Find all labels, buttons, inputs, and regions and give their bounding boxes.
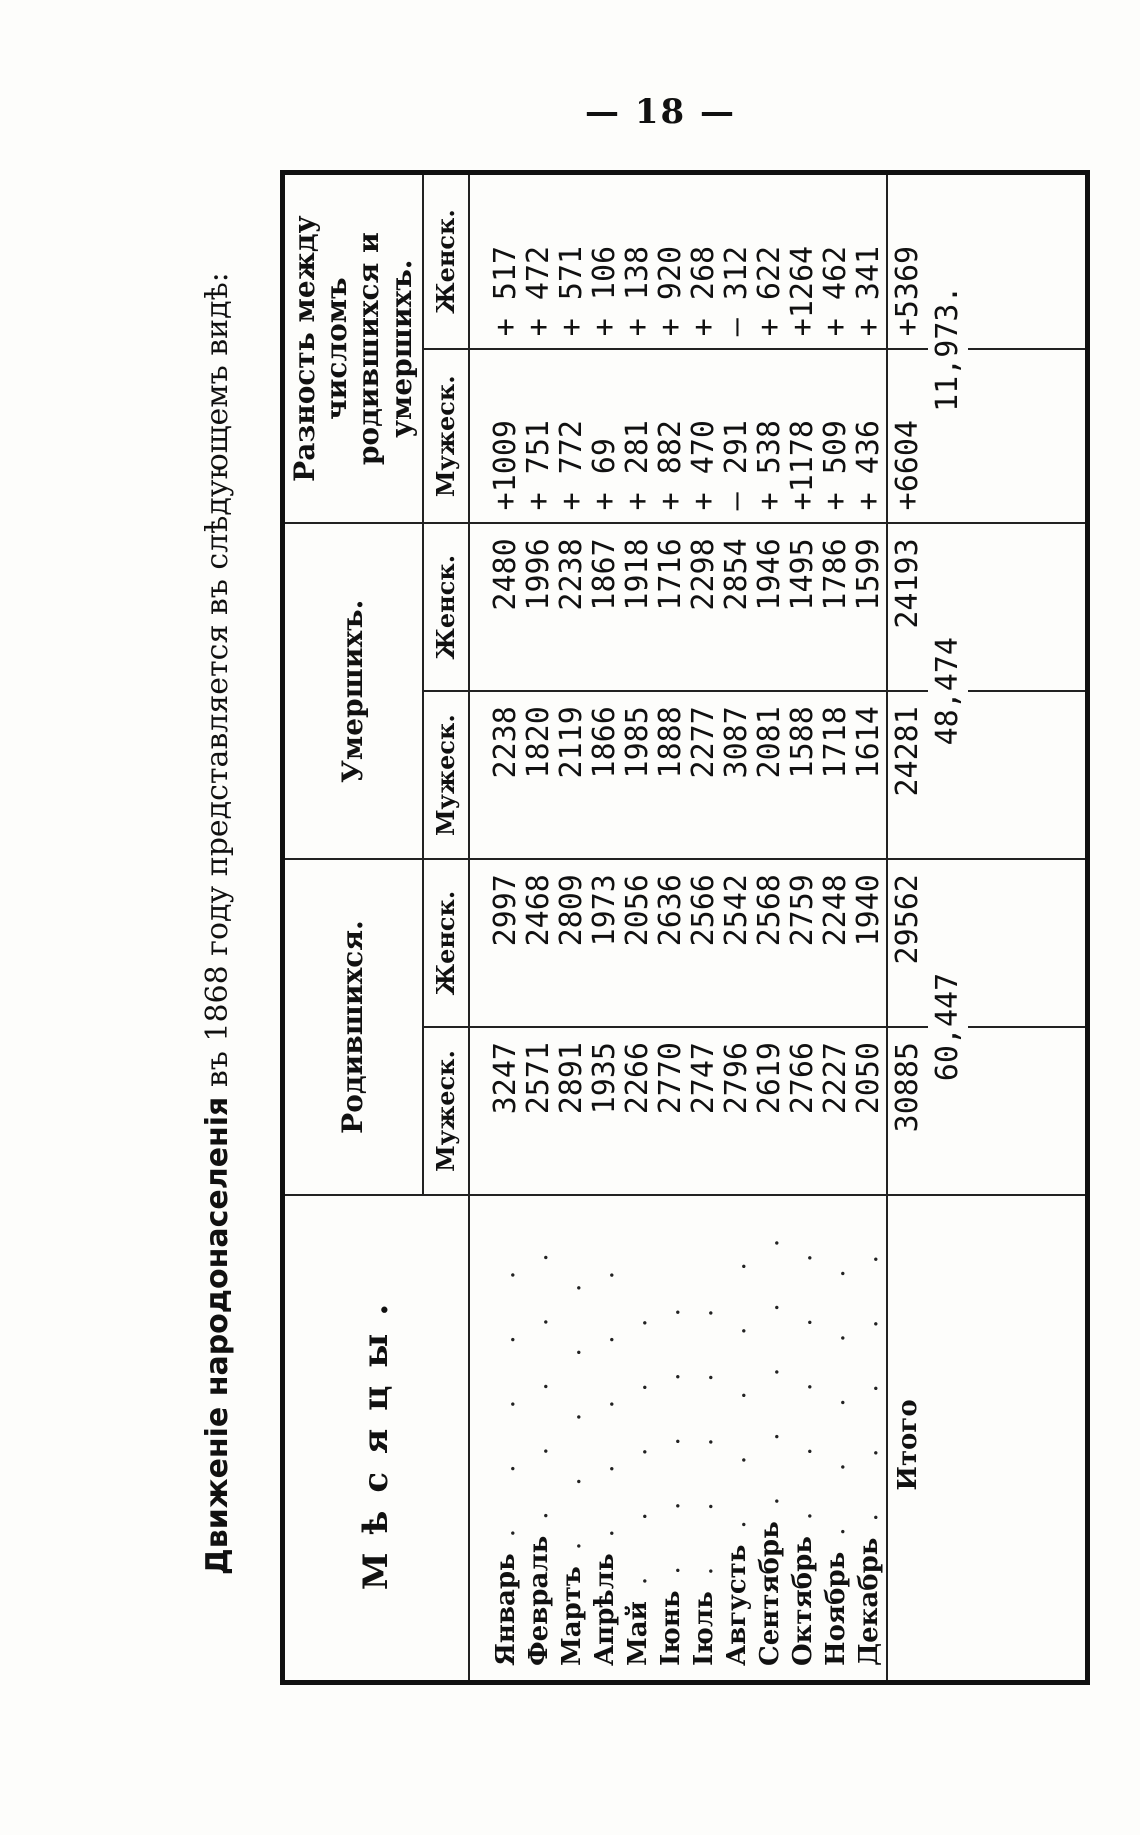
- leader-dots: . . . . .: [722, 1238, 753, 1529]
- died-male: 1614: [853, 691, 887, 859]
- died-male: 2238: [469, 691, 523, 859]
- heading-rest: въ 1868 году представляется въ слѣдующемъ видѣ:: [200, 272, 235, 1088]
- died-male: 2119: [556, 691, 589, 859]
- died-female: 2480: [469, 523, 523, 691]
- died-female: 1716: [655, 523, 688, 691]
- born-male: 1935: [589, 1027, 622, 1195]
- diff-female: + 622: [754, 175, 787, 349]
- diff-male: +1178: [787, 349, 820, 523]
- died-male: 1820: [523, 691, 556, 859]
- month-label: Мартъ: [557, 1566, 588, 1666]
- month-label: Іюнь: [656, 1590, 687, 1666]
- sum-diff: 11,973.: [928, 175, 968, 523]
- month-label: Октябрь: [788, 1536, 819, 1666]
- died-female: 1599: [853, 523, 887, 691]
- total-born-male: 30885: [887, 1027, 928, 1195]
- diff-male: + 509: [820, 349, 853, 523]
- born-male: 2796: [721, 1027, 754, 1195]
- table-row: [820, 175, 853, 1680]
- diff-female: + 341: [853, 175, 887, 349]
- sum-born: 60,447: [928, 859, 968, 1195]
- diff-male: + 538: [754, 349, 787, 523]
- population-table: [280, 170, 1090, 1685]
- born-female: 2759: [787, 859, 820, 1027]
- leader-dots: . . . . .: [524, 1229, 555, 1520]
- diff-female: + 517: [469, 175, 523, 349]
- table-row: [853, 175, 887, 1680]
- table-row: [721, 175, 754, 1680]
- heading: [200, 175, 235, 1575]
- died-male: 1866: [589, 691, 622, 859]
- table-row: [622, 175, 655, 1680]
- leader-dots: . . . . .: [590, 1246, 621, 1538]
- page-number: — 18 —: [585, 92, 736, 132]
- diff-female-header: Женск.: [423, 175, 469, 349]
- died-male-header: Мужеск.: [423, 691, 469, 859]
- table-row: [556, 175, 589, 1680]
- heading-bold: Движеніе народонаселенія: [200, 1096, 235, 1575]
- leader-dots: . . . . .: [656, 1284, 687, 1575]
- diff-header: Разность между числомъ родившихся и умершихъ.: [285, 175, 423, 523]
- diff-male: + 751: [523, 349, 556, 523]
- born-male-header: Мужеск.: [423, 1027, 469, 1195]
- table-row: [754, 175, 787, 1680]
- month-label: Августь: [722, 1544, 753, 1666]
- diff-female: — 312: [721, 175, 754, 349]
- total-died-male: 24281: [887, 691, 928, 859]
- died-female: 1867: [589, 523, 622, 691]
- diff-male: + 882: [655, 349, 688, 523]
- born-male: 2050: [853, 1027, 887, 1195]
- month-label: Сентябрь: [755, 1521, 786, 1666]
- diff-male: + 772: [556, 349, 589, 523]
- diff-male: +1009: [469, 349, 523, 523]
- leader-dots: . . . . .: [788, 1229, 819, 1521]
- born-female: 2997: [469, 859, 523, 1027]
- month-label: Апрѣль: [590, 1553, 621, 1666]
- leader-dots: . . . . .: [623, 1294, 654, 1586]
- diff-male: + 69: [589, 349, 622, 523]
- born-male: 2747: [688, 1027, 721, 1195]
- diff-male: + 470: [688, 349, 721, 523]
- diff-female: + 920: [655, 175, 688, 349]
- leader-dots: . . . . .: [557, 1259, 588, 1551]
- died-female: 1495: [787, 523, 820, 691]
- diff-female: + 268: [688, 175, 721, 349]
- born-female: 2056: [622, 859, 655, 1027]
- born-female: 1973: [589, 859, 622, 1027]
- died-male: 2081: [754, 691, 787, 859]
- total-diff-male: +6604: [887, 349, 928, 523]
- month-label: Февраль: [524, 1535, 555, 1666]
- born-female: 2248: [820, 859, 853, 1027]
- totals-row: [887, 175, 928, 1680]
- leader-dots: . . . . .: [491, 1246, 522, 1538]
- died-header: Умершихъ.: [285, 523, 423, 859]
- born-male: 2227: [820, 1027, 853, 1195]
- month-label: Январь: [491, 1553, 522, 1666]
- born-female: 2542: [721, 859, 754, 1027]
- diff-female: + 138: [622, 175, 655, 349]
- died-male: 1985: [622, 691, 655, 859]
- died-female: 1946: [754, 523, 787, 691]
- born-female-header: Женск.: [423, 859, 469, 1027]
- died-female: 1786: [820, 523, 853, 691]
- sum-died: 48,474: [928, 523, 968, 859]
- leader-dots: . . . . .: [854, 1231, 885, 1522]
- diff-male-header: Мужеск.: [423, 349, 469, 523]
- diff-male: — 291: [721, 349, 754, 523]
- leader-dots: . . . . .: [689, 1284, 720, 1576]
- born-male: 3247: [469, 1027, 523, 1195]
- died-male: 1888: [655, 691, 688, 859]
- born-male: 2266: [622, 1027, 655, 1195]
- died-male: 3087: [721, 691, 754, 859]
- diff-female: + 472: [523, 175, 556, 349]
- total-diff-female: +5369: [887, 175, 928, 349]
- months-header: Мѣсяцы.: [285, 1195, 469, 1680]
- diff-female: + 462: [820, 175, 853, 349]
- died-female: 1918: [622, 523, 655, 691]
- born-female: 2566: [688, 859, 721, 1027]
- diff-male: + 436: [853, 349, 887, 523]
- month-label: Ноябрь: [821, 1551, 852, 1666]
- table-row: [589, 175, 622, 1680]
- died-male: 1718: [820, 691, 853, 859]
- died-female: 2238: [556, 523, 589, 691]
- born-female: 2809: [556, 859, 589, 1027]
- diff-female: +1264: [787, 175, 820, 349]
- diff-female: + 106: [589, 175, 622, 349]
- table-row: [787, 175, 820, 1680]
- table-row: [655, 175, 688, 1680]
- born-male: 2619: [754, 1027, 787, 1195]
- diff-female: + 571: [556, 175, 589, 349]
- grand-sum-row: [928, 175, 968, 1680]
- month-label: Іюль: [689, 1591, 720, 1666]
- leader-dots: . . . . .: [755, 1214, 786, 1506]
- total-born-female: 29562: [887, 859, 928, 1027]
- table-row: [688, 175, 721, 1680]
- born-female: 2468: [523, 859, 556, 1027]
- month-label: Май: [623, 1601, 654, 1666]
- month-label: Декабрь: [854, 1537, 885, 1666]
- died-male: 2277: [688, 691, 721, 859]
- died-female: 2854: [721, 523, 754, 691]
- totals-label: Итого: [887, 1195, 928, 1680]
- born-male: 2891: [556, 1027, 589, 1195]
- born-female: 2636: [655, 859, 688, 1027]
- leader-dots: . . . . .: [821, 1245, 852, 1536]
- table-row: [523, 175, 556, 1680]
- born-header: Родившихся.: [285, 859, 423, 1195]
- born-female: 1940: [853, 859, 887, 1027]
- table-row: [469, 175, 523, 1680]
- born-male: 2766: [787, 1027, 820, 1195]
- diff-male: + 281: [622, 349, 655, 523]
- died-female-header: Женск.: [423, 523, 469, 691]
- born-female: 2568: [754, 859, 787, 1027]
- died-male: 1588: [787, 691, 820, 859]
- died-female: 1996: [523, 523, 556, 691]
- born-male: 2770: [655, 1027, 688, 1195]
- total-died-female: 24193: [887, 523, 928, 691]
- born-male: 2571: [523, 1027, 556, 1195]
- died-female: 2298: [688, 523, 721, 691]
